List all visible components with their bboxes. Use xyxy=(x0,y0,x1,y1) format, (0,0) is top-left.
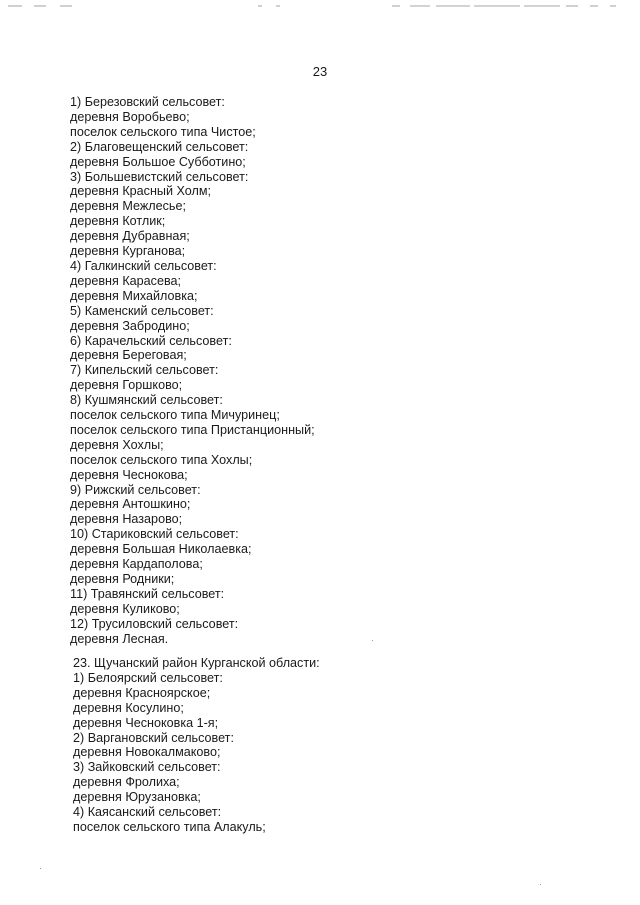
list-line: 5) Каменский сельсовет: xyxy=(70,303,214,318)
list-line: деревня Новокалмаково; xyxy=(73,745,221,760)
list-line: деревня Большая Николаевка; xyxy=(70,542,252,557)
list-line: 12) Трусиловский сельсовет: xyxy=(70,616,239,631)
list-line: деревня Михайловка; xyxy=(70,288,198,303)
list-line: 9) Рижский сельсовет: xyxy=(70,482,201,497)
list-line: 2) Варгановский сельсовет: xyxy=(73,730,234,745)
list-line: деревня Хохлы; xyxy=(70,437,164,452)
list-line: деревня Чеснокова; xyxy=(70,467,188,482)
list-line: 11) Травянский сельсовет: xyxy=(70,586,225,601)
list-line: поселок сельского типа Пристанционный; xyxy=(70,422,315,437)
list-line: деревня Родники; xyxy=(70,572,175,586)
list-line: 1) Белоярский сельсовет: xyxy=(73,670,223,685)
scan-speck xyxy=(40,868,41,869)
list-line: деревня Фролиха; xyxy=(73,775,180,790)
list-line: 3) Большевистский сельсовет: xyxy=(70,169,249,184)
list-line: деревня Курганова; xyxy=(70,244,186,259)
scan-speck xyxy=(540,884,541,885)
list-line: 4) Каясанский сельсовет: xyxy=(73,805,222,820)
list-line: 1) Березовский сельсовет: xyxy=(70,95,225,109)
list-line: деревня Чесноковка 1-я; xyxy=(73,715,219,730)
list-line: 23. Щучанский район Курганской области: xyxy=(73,656,320,670)
list-line: деревня Дубравная; xyxy=(70,229,190,244)
list-line: деревня Береговая; xyxy=(70,348,187,363)
list-line: поселок сельского типа Мичуринец; xyxy=(70,408,280,423)
list-line: 4) Галкинский сельсовет: xyxy=(70,258,217,273)
list-line: деревня Назарово; xyxy=(70,512,183,527)
list-line: 2) Благовещенский сельсовет: xyxy=(70,139,249,154)
list-line: деревня Забродино; xyxy=(70,318,190,333)
list-line: поселок сельского типа Алакуль; xyxy=(73,819,266,834)
list-line: деревня Красный Холм; xyxy=(70,184,211,199)
settlement-list-part-2 xyxy=(73,656,320,835)
page-number: 23 xyxy=(312,64,328,79)
list-line: деревня Антошкино; xyxy=(70,497,191,512)
list-line: деревня Горшково; xyxy=(70,378,183,393)
list-line: 3) Зайковский сельсовет: xyxy=(73,760,221,775)
settlement-list-part-1 xyxy=(70,95,315,647)
list-line: деревня Котлик; xyxy=(70,214,166,229)
list-line: поселок сельского типа Чистое; xyxy=(70,124,256,139)
list-line: 7) Кипельский сельсовет: xyxy=(70,363,219,378)
list-line: деревня Большое Субботино; xyxy=(70,154,246,169)
list-line: деревня Красноярское; xyxy=(73,685,211,700)
list-line: деревня Карасева; xyxy=(70,273,182,288)
list-line: 6) Карачельский сельсовет: xyxy=(70,333,232,348)
scan-speck xyxy=(372,640,373,641)
list-line: деревня Лесная. xyxy=(70,631,169,646)
list-line: деревня Косулино; xyxy=(73,700,184,715)
list-line: деревня Межлесье; xyxy=(70,199,186,214)
list-line: 10) Стариковский сельсовет: xyxy=(70,527,239,542)
list-line: деревня Куликово; xyxy=(70,601,180,616)
list-line: деревня Юрузановка; xyxy=(73,790,201,805)
list-line: деревня Кардаполова; xyxy=(70,557,203,572)
scan-edge-artifacts xyxy=(0,0,640,12)
list-line: деревня Воробьево; xyxy=(70,109,190,124)
list-line: поселок сельского типа Хохлы; xyxy=(70,452,253,467)
list-line: 8) Кушмянский сельсовет: xyxy=(70,393,223,408)
